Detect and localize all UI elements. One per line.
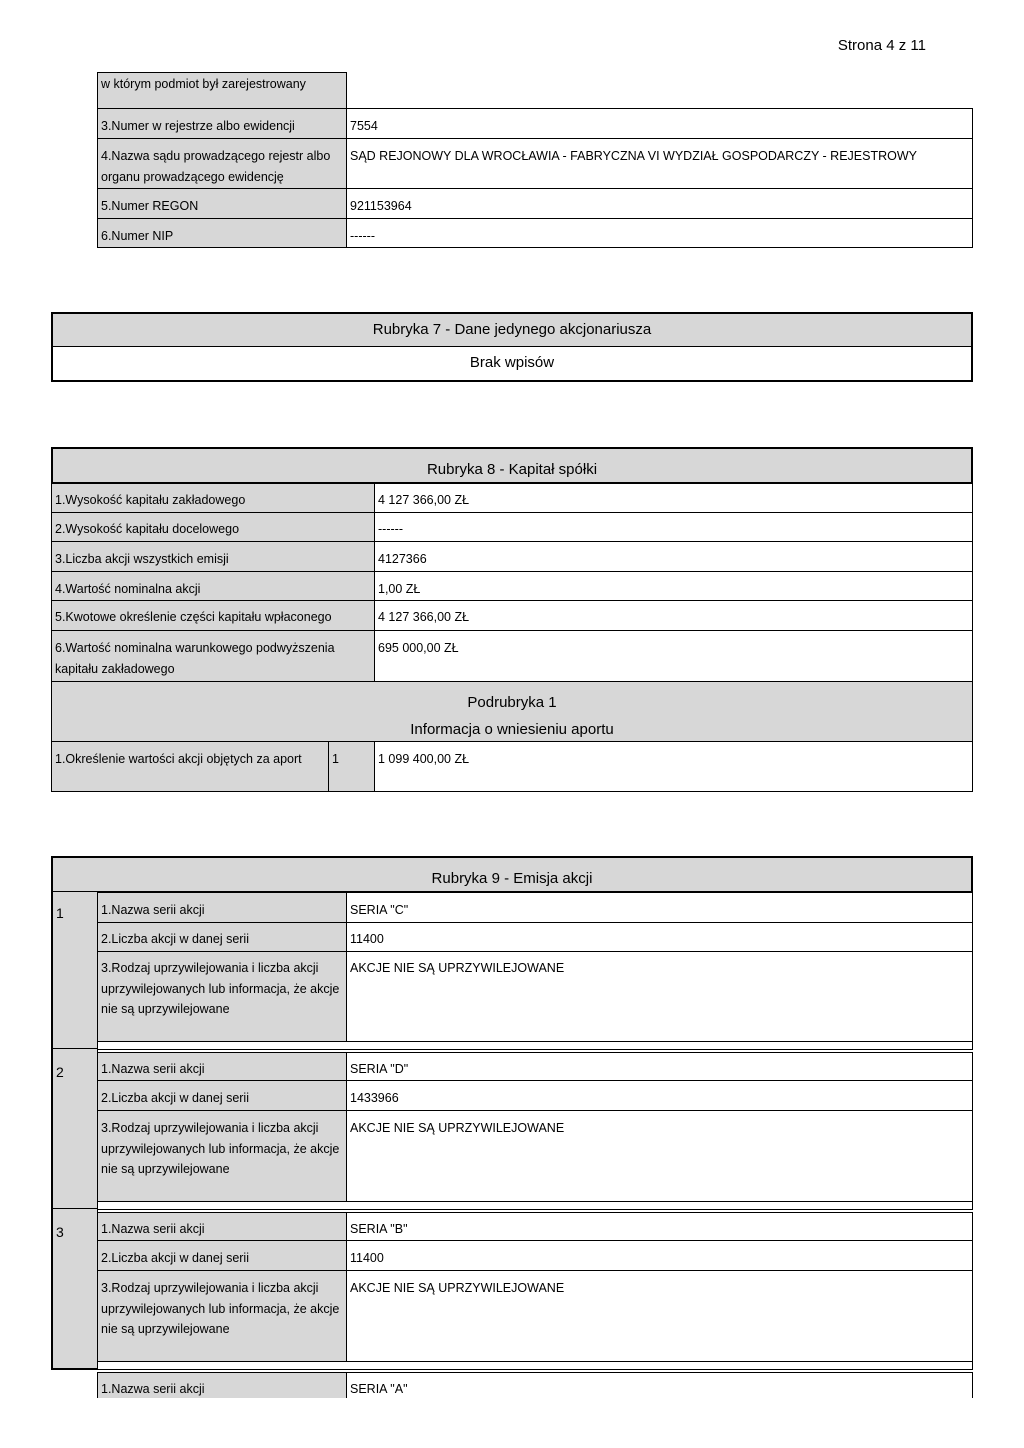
series-privilege-value: AKCJE NIE SĄ UPRZYWILEJOWANE (346, 1110, 973, 1202)
aport-label: 1.Określenie wartości akcji objętych za aport (51, 741, 329, 792)
series-index: 2 (56, 1064, 64, 1080)
aport-index: 1 (328, 741, 375, 792)
series-privilege-label: 3.Rodzaj uprzywilejowania i liczba akcji uprzywilejowanych lub informacja, że akcje nie są uprzywilejowane (97, 1110, 347, 1202)
subrubric-subtitle: Informacja o wniesieniu aportu (410, 721, 614, 738)
registry-label-court: 4.Nazwa sądu prowadzącego rejestr albo organu prowadzącego ewidencję (97, 138, 347, 189)
series-name-value: SERIA "C" (346, 892, 973, 923)
registry-value-nip: ------ (346, 218, 973, 248)
rubryka8-subheader (51, 681, 973, 742)
series-index: 3 (56, 1224, 64, 1240)
series-privilege-label: 3.Rodzaj uprzywilejowania i liczba akcji uprzywilejowanych lub informacja, że akcje nie są uprzywilejowane (97, 1270, 347, 1362)
series-count-value: 1433966 (346, 1080, 973, 1111)
series-spacer (97, 1201, 973, 1210)
registry-label-regon: 5.Numer REGON (97, 188, 347, 219)
series-privilege-value: AKCJE NIE SĄ UPRZYWILEJOWANE (346, 1270, 973, 1362)
rubryka8-label-4: 4.Wartość nominalna akcji (51, 571, 375, 601)
series-divider (51, 1208, 98, 1209)
rubryka7-empty: Brak wpisów (51, 347, 973, 382)
rubryka8-value-4: 1,00 ZŁ (374, 571, 973, 601)
page-number: Strona 4 z 11 (837, 37, 926, 54)
rubryka7-title: Rubryka 7 - Dane jedynego akcjonariusza (51, 312, 973, 348)
rubryka8-label-1: 1.Wysokość kapitału zakładowego (51, 483, 375, 513)
rubryka8-value-6: 695 000,00 ZŁ (374, 630, 973, 682)
series-name-label: 1.Nazwa serii akcji (97, 1212, 347, 1241)
series-count-value: 11400 (346, 922, 973, 952)
registry-label-row0: w którym podmiot był zarejestrowany (97, 72, 347, 109)
registry-value-number: 7554 (346, 108, 973, 139)
series-name-label: 1.Nazwa serii akcji (97, 892, 347, 923)
rubryka8-label-3: 3.Liczba akcji wszystkich emisji (51, 541, 375, 572)
rubryka8-value-2: ------ (374, 512, 973, 542)
series-divider (51, 1048, 98, 1049)
series-privilege-label: 3.Rodzaj uprzywilejowania i liczba akcji uprzywilejowanych lub informacja, że akcje nie są uprzywilejowane (97, 951, 347, 1042)
rubryka8-value-5: 4 127 366,00 ZŁ (374, 600, 973, 631)
series-count-label: 2.Liczba akcji w danej serii (97, 1080, 347, 1111)
series-name-label: 1.Nazwa serii akcji (97, 1372, 347, 1398)
registry-label-number: 3.Numer w rejestrze albo ewidencji (97, 108, 347, 139)
series-name-value: SERIA "B" (346, 1212, 973, 1241)
series-index: 1 (56, 905, 64, 921)
aport-value: 1 099 400,00 ZŁ (374, 741, 973, 792)
series-spacer (97, 1361, 973, 1370)
series-count-label: 2.Liczba akcji w danej serii (97, 1240, 347, 1271)
subrubric-title: Podrubryka 1 (467, 694, 557, 711)
registry-value-court: SĄD REJONOWY DLA WROCŁAWIA - FABRYCZNA VI WYDZIAŁ GOSPODARCZY - REJESTROWY (346, 138, 973, 189)
rubryka8-value-1: 4 127 366,00 ZŁ (374, 483, 973, 513)
series-index-column (51, 892, 98, 1370)
series-name-value: SERIA "D" (346, 1052, 973, 1081)
series-spacer (97, 1041, 973, 1050)
series-name-label: 1.Nazwa serii akcji (97, 1052, 347, 1081)
series-count-label: 2.Liczba akcji w danej serii (97, 922, 347, 952)
series-privilege-value: AKCJE NIE SĄ UPRZYWILEJOWANE (346, 951, 973, 1042)
rubryka9-title: Rubryka 9 - Emisja akcji (51, 856, 973, 893)
rubryka8-title: Rubryka 8 - Kapitał spółki (51, 447, 973, 484)
registry-label-nip: 6.Numer NIP (97, 218, 347, 248)
series-count-value: 11400 (346, 1240, 973, 1271)
rubryka8-label-2: 2.Wysokość kapitału docelowego (51, 512, 375, 542)
registry-value-regon: 921153964 (346, 188, 973, 219)
rubryka8-label-5: 5.Kwotowe określenie części kapitału wpłaconego (51, 600, 375, 631)
series-name-value: SERIA "A" (346, 1372, 973, 1398)
registry-value-row0 (346, 72, 973, 109)
rubryka8-value-3: 4127366 (374, 541, 973, 572)
rubryka8-label-6: 6.Wartość nominalna warunkowego podwyższenia kapitału zakładowego (51, 630, 375, 682)
